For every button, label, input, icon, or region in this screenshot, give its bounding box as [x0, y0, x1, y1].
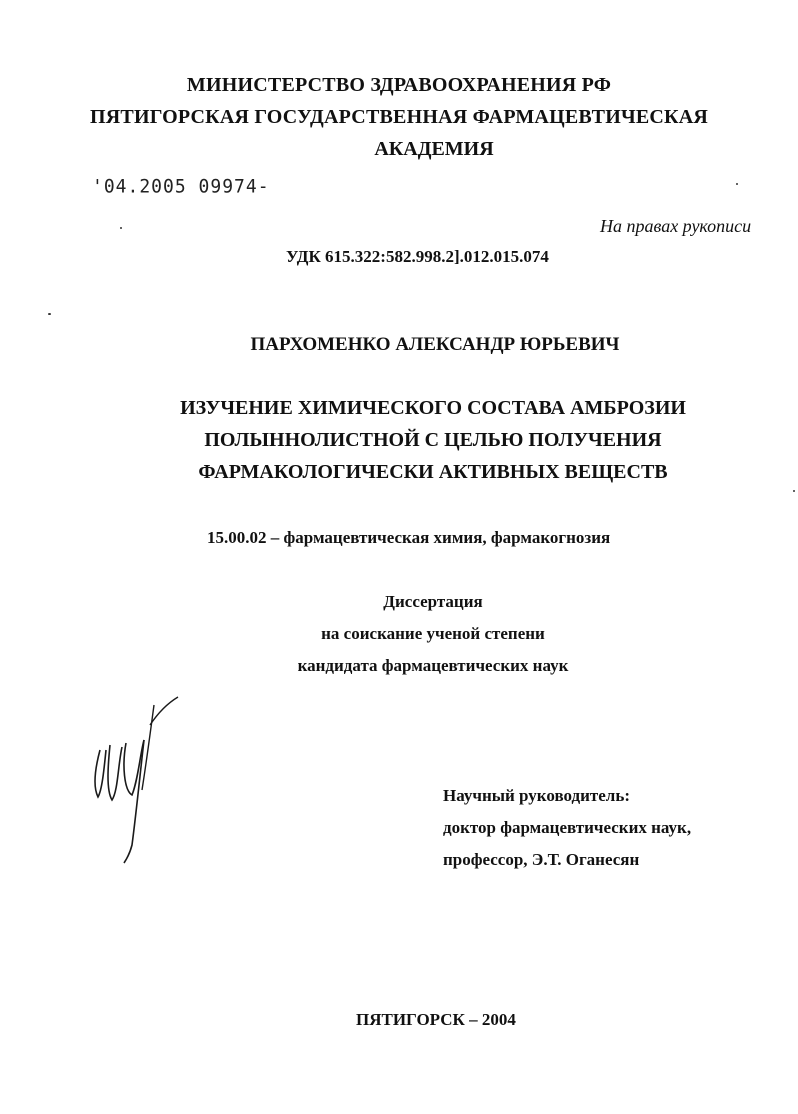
academy-heading-line1: ПЯТИГОРСКАЯ ГОСУДАРСТВЕННАЯ ФАРМАЦЕВТИЧЕСКАЯ	[90, 106, 708, 128]
scan-speck	[48, 313, 51, 315]
city-year: ПЯТИГОРСК – 2004	[356, 1010, 516, 1029]
thesis-title-line1: ИЗУЧЕНИЕ ХИМИЧЕСКОГО СОСТАВА АМБРОЗИИ	[180, 397, 686, 419]
manuscript-rights-note: На правах рукописи	[600, 216, 752, 236]
academy-heading-line2: АКАДЕМИЯ	[374, 138, 494, 160]
udk-code: УДК 615.322:582.998.2].012.015.074	[286, 247, 549, 266]
thesis-title-line2: ПОЛЫННОЛИСТНОЙ С ЦЕЛЬЮ ПОЛУЧЕНИЯ	[204, 429, 662, 451]
registration-stamp-number: '04.2005 09974-	[92, 175, 270, 198]
handwritten-signature	[88, 695, 188, 865]
scan-speck	[793, 490, 795, 492]
author-name: ПАРХОМЕНКО АЛЕКСАНДР ЮРЬЕВИЧ	[250, 334, 620, 355]
ministry-heading: МИНИСТЕРСТВО ЗДРАВООХРАНЕНИЯ РФ	[186, 74, 612, 96]
supervisor-degree: доктор фармацевтических наук,	[443, 818, 692, 837]
scan-speck	[120, 227, 122, 229]
dissertation-label: Диссертация	[383, 592, 483, 611]
thesis-title-line3: ФАРМАКОЛОГИЧЕСКИ АКТИВНЫХ ВЕЩЕСТВ	[198, 461, 668, 483]
supervisor-label: Научный руководитель:	[443, 786, 630, 805]
degree-line1: на соискание ученой степени	[321, 624, 545, 643]
degree-line2: кандидата фармацевтических наук	[297, 656, 569, 675]
scan-speck	[736, 183, 738, 185]
specialty-code: 15.00.02 – фармацевтическая химия, фармакогнозия	[207, 528, 611, 547]
supervisor-name: профессор, Э.Т. Оганесян	[443, 850, 640, 869]
